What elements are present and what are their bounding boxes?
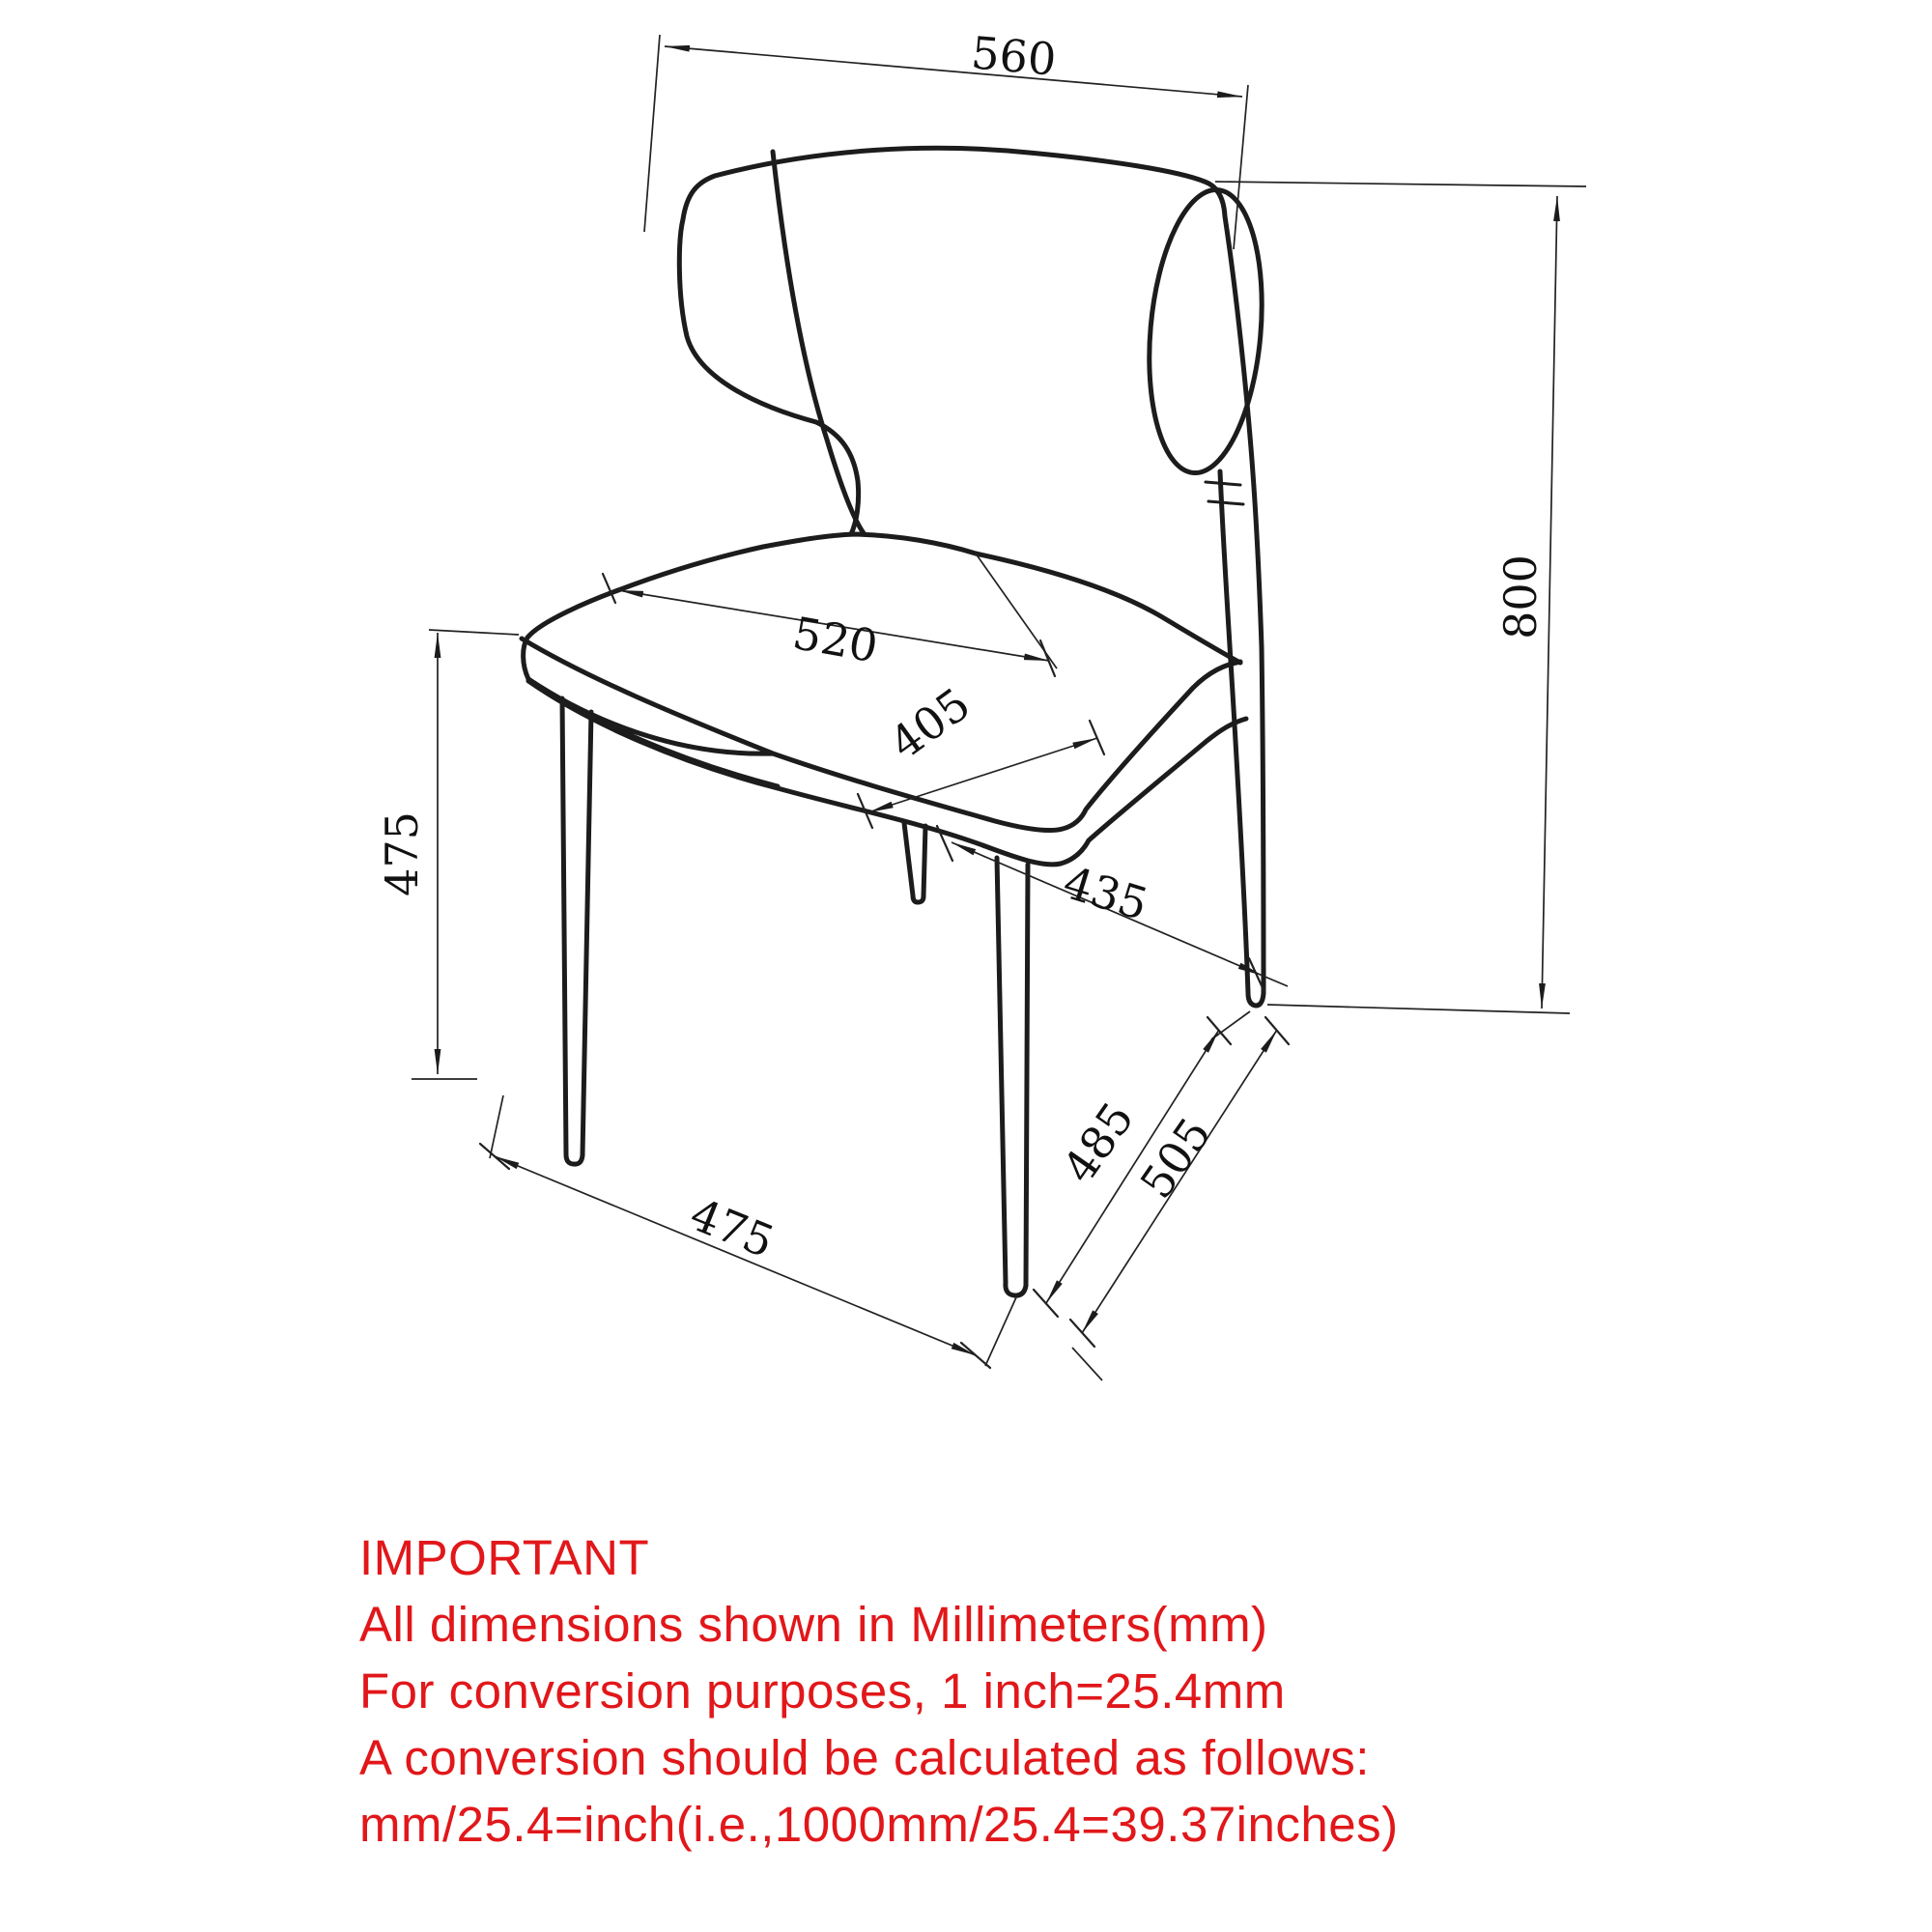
dim-520-tick-left — [603, 574, 615, 603]
backrest-outline — [679, 148, 1264, 993]
important-notes — [359, 1524, 1615, 1858]
dim-front-leg-spread — [480, 1095, 1016, 1368]
dim-485-ext-top — [1211, 1011, 1250, 1039]
dim-475b-ext-right — [985, 1297, 1016, 1366]
notes-heading: IMPORTANT — [359, 1530, 650, 1585]
dim-475b-label: 475 — [683, 1187, 781, 1268]
notes-line-4: mm/25.4=inch(i.e.,1000mm/25.4=39.37inches) — [359, 1797, 1399, 1852]
backrest-right-wing-pad — [1138, 185, 1272, 478]
dim-485-label: 485 — [1052, 1093, 1145, 1193]
dim-800-ext-bottom — [1267, 1005, 1570, 1013]
notes-line-3: A conversion should be calculated as follows: — [359, 1730, 1370, 1785]
leg-bracket-detail — [1206, 482, 1243, 504]
dim-560-ext-right — [1234, 85, 1248, 249]
dim-520-label: 520 — [788, 607, 882, 673]
dim-405-label: 405 — [880, 677, 980, 770]
seat-front-edge — [522, 590, 1240, 831]
dim-475v-label: 475 — [376, 811, 428, 896]
dim-475b-ext-left — [490, 1095, 503, 1158]
dim-seat-depth — [840, 677, 1104, 828]
seat-back-edge — [618, 534, 1240, 663]
dim-505-ext-bottom — [1072, 1348, 1102, 1380]
dim-leg-spread-side — [937, 826, 1288, 992]
dim-435-ext-right — [1263, 976, 1288, 986]
dim-560-label: 560 — [969, 26, 1059, 86]
seat-welt-line — [528, 681, 1246, 865]
dim-overall-height — [1215, 182, 1586, 1013]
dim-560-ext-left — [644, 35, 660, 232]
front-right-leg — [997, 858, 1028, 1295]
dim-800-ext-top — [1215, 182, 1586, 186]
backrest-center-seam — [773, 152, 864, 533]
dim-485-tick-bottom — [1034, 1290, 1058, 1317]
dimension-annotations — [376, 26, 1586, 1380]
dim-560-line — [665, 46, 1242, 97]
dim-800-label: 800 — [1494, 554, 1547, 639]
dim-rear-diagonal-outer — [1070, 1017, 1289, 1380]
dim-back-width — [644, 26, 1248, 249]
front-left-leg — [562, 698, 591, 1164]
dim-475v-ext-top — [429, 630, 519, 635]
dim-520-tick-right — [1040, 640, 1055, 676]
rear-left-leg — [904, 823, 925, 902]
dim-505-label: 505 — [1129, 1108, 1222, 1208]
dim-seat-height — [376, 630, 519, 1079]
dim-435-label: 435 — [1057, 856, 1154, 931]
notes-line-2: For conversion purposes, 1 inch=25.4mm — [359, 1663, 1286, 1719]
notes-line-1: All dimensions shown in Millimeters(mm) — [359, 1597, 1268, 1652]
